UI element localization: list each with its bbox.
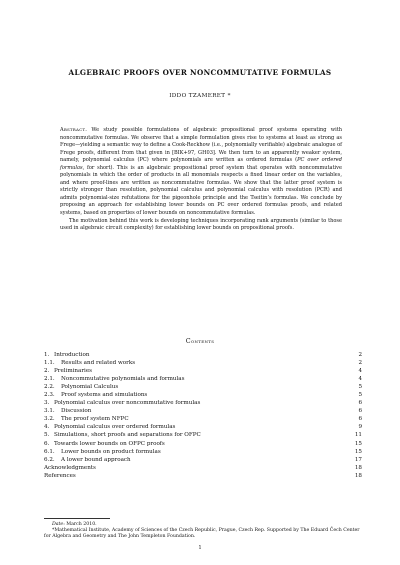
toc-entry-page: 18 xyxy=(354,464,362,471)
toc-entry-label xyxy=(44,399,200,407)
footnote-date-value: : March 2010. xyxy=(63,522,97,527)
toc-entry-page: 6 xyxy=(358,408,362,415)
footnote-rule xyxy=(44,518,110,519)
abstract xyxy=(60,127,342,233)
toc-entry[interactable] xyxy=(44,367,362,375)
toc-entry-number: 1. xyxy=(44,352,50,358)
toc-entry-number: 3. xyxy=(44,400,50,407)
toc-entry[interactable] xyxy=(44,391,362,399)
toc-entry-title: Acknowledgments xyxy=(44,464,96,471)
toc-entry[interactable] xyxy=(44,464,362,472)
toc-entry[interactable] xyxy=(44,407,362,415)
toc-entry-label xyxy=(44,407,91,415)
toc-entry-number: 5. xyxy=(44,432,50,439)
toc-entry-number: 3.2. xyxy=(44,416,55,423)
abstract-paragraph-2: The motivation behind this work is developing techniques incorporating rank arguments (similar to those used in algebraic circuit complexity) for establishing lower bounds on propositional proofs. xyxy=(60,217,342,232)
toc-entry[interactable] xyxy=(44,383,362,391)
author-line: IDDO TZAMERET * xyxy=(169,93,231,99)
toc-entry-page: 6 xyxy=(358,400,362,407)
toc-entry-label xyxy=(44,464,96,472)
toc-entry-title: Results and related works xyxy=(61,360,136,367)
toc-entry-label xyxy=(44,359,135,367)
toc-entry-number: 2.3. xyxy=(44,392,55,399)
toc-entry-page: 15 xyxy=(354,448,362,455)
abstract-text-1a: We study possible formulations of algebraic propositional proof systems operating with noncommutative formulas. We observe that a simple formulation gives rise to systems at least as strong as Frege—yielding a semantic way to define a Cook-Reckhow (i.e., polynomially verifiable) algebraic analogue of Frege proofs, different from that given in [BIK+97, GH03]. We then turn to an apparently weaker system, namely, polynomial calculus (PC) where polynomials are written as ordered formulas ( xyxy=(60,127,342,164)
toc-entry[interactable] xyxy=(44,456,362,464)
toc-entry-number: 1.1. xyxy=(44,360,55,367)
toc-entry-label xyxy=(44,351,89,359)
toc-entry-label xyxy=(44,391,147,399)
toc-entry[interactable] xyxy=(44,351,362,359)
toc-entry-label xyxy=(44,375,185,383)
toc-entry-number: 4. xyxy=(44,424,50,431)
toc-entry[interactable] xyxy=(44,423,362,431)
toc-entry-label xyxy=(44,431,201,439)
toc-entry[interactable] xyxy=(44,399,362,407)
toc-entry-title: Towards lower bounds on OFPC proofs xyxy=(54,440,165,447)
toc-entry-number: 2.2. xyxy=(44,384,55,391)
toc-entry-label xyxy=(44,367,92,375)
toc-entry-label xyxy=(44,440,165,448)
toc-entry[interactable] xyxy=(44,415,362,423)
table-of-contents xyxy=(44,351,362,480)
toc-entry-title: The proof system NFPC xyxy=(61,416,129,423)
toc-entry-page: 15 xyxy=(354,440,362,447)
abstract-text-1-emphasis: PC over ordered formulas xyxy=(60,157,342,171)
toc-entry-page: 17 xyxy=(354,456,362,463)
toc-entry-title: A lower bound approach xyxy=(61,456,131,463)
toc-entry[interactable] xyxy=(44,375,362,383)
abstract-text-1b: , for short). This is an algebraic propositional proof system that operates with noncommutative polynomials in which the order of products in all monomials respects a fixed linear order on the variables, and where proof-lines are written as noncommutative formulas. We show that the latter proof system is strictly stronger than resolution, polynomial calculus and polynomial calculus with resolution (PCR) and admits polynomial-size refutations for the pigeonhole principle and the Tseitin’s formulas. We conclude by proposing an approach for establishing lower bounds on PC over ordered formulas proofs, and related systems, based on properties of lower bounds on noncommutative formulas. xyxy=(60,164,342,217)
toc-entry-page: 5 xyxy=(358,384,362,391)
paper-title: ALGEBRAIC PROOFS OVER NONCOMMUTATIVE FORMULAS xyxy=(68,68,332,77)
toc-entry-page: 2 xyxy=(358,360,362,367)
toc-entry-number: 6. xyxy=(44,440,50,447)
toc-entry-page: 4 xyxy=(358,376,362,383)
toc-entry-page: 18 xyxy=(354,472,362,479)
toc-entry-title: Discussion xyxy=(61,408,92,415)
toc-entry-title: Polynomial calculus over ordered formulas xyxy=(54,424,176,431)
toc-entry-number: 2.1. xyxy=(44,376,55,383)
toc-entry-page: 6 xyxy=(358,416,362,423)
toc-entry-title: References xyxy=(44,472,76,479)
abstract-paragraph-1 xyxy=(60,127,342,218)
toc-entry-number: 6.1. xyxy=(44,448,55,455)
toc-entry-title: Proof systems and simulations xyxy=(61,392,148,399)
toc-entry-label xyxy=(44,472,76,480)
footnote-affiliation: *Mathematical Institute, Academy of Sciences of the Czech Republic, Prague, Czech Rep. Supported by The Eduard Čech Center for Algebra and Geometry and The John Templeton Foundation. xyxy=(44,528,360,540)
contents-heading: Contents xyxy=(185,337,215,345)
toc-entry-label xyxy=(44,383,118,391)
footnotes xyxy=(44,522,362,541)
abstract-heading: Abstract. xyxy=(60,127,88,133)
toc-entry-page: 11 xyxy=(354,432,362,439)
toc-entry-label xyxy=(44,456,131,464)
toc-entry-title: Introduction xyxy=(54,352,90,358)
toc-entry-number: 6.2. xyxy=(44,456,55,463)
toc-entry[interactable] xyxy=(44,472,362,480)
toc-entry-page: 9 xyxy=(358,424,362,431)
toc-entry[interactable] xyxy=(44,431,362,439)
page-number: 1 xyxy=(198,545,202,551)
toc-entry[interactable] xyxy=(44,448,362,456)
toc-entry-page: 4 xyxy=(358,368,362,375)
toc-entry-label xyxy=(44,448,161,456)
toc-entry-title: Polynomial Calculus xyxy=(61,384,119,391)
toc-entry-number: 3.1. xyxy=(44,408,55,415)
toc-entry-title: Preliminaries xyxy=(54,368,93,375)
toc-entry-page: 2 xyxy=(358,352,362,358)
toc-entry-label xyxy=(44,415,129,423)
toc-entry-page: 5 xyxy=(358,392,362,399)
toc-entry-label xyxy=(44,423,175,431)
toc-entry[interactable] xyxy=(44,440,362,448)
toc-entry-title: Polynomial calculus over noncommutative formulas xyxy=(54,400,201,407)
toc-entry-title: Simulations, short proofs and separations for OFPC xyxy=(54,432,201,439)
toc-entry-number: 2. xyxy=(44,368,50,375)
toc-entry[interactable] xyxy=(44,359,362,367)
toc-entry-title: Lower bounds on product formulas xyxy=(61,448,161,455)
footnote-date-label: Date xyxy=(52,522,64,527)
toc-entry-title: Noncommutative polynomials and formulas xyxy=(61,376,185,383)
